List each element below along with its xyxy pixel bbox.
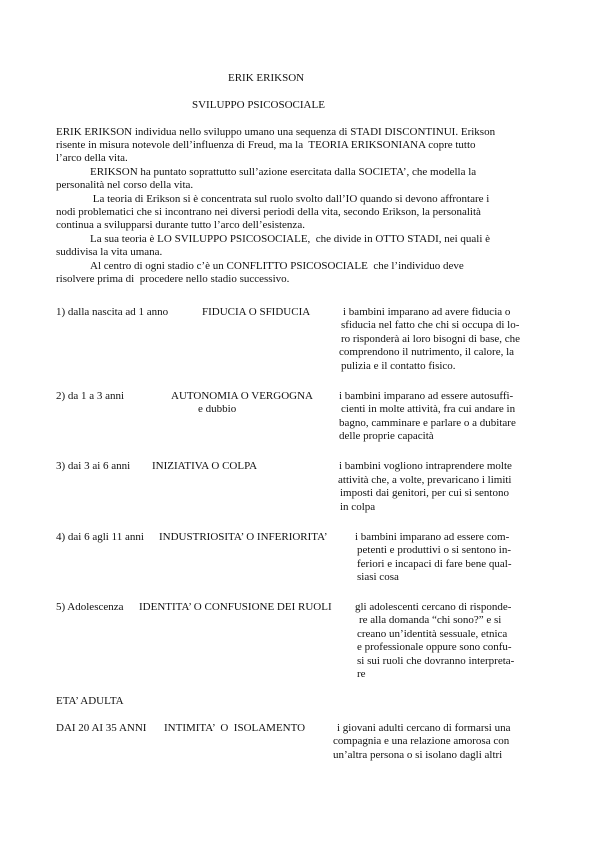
stage-description-line: i bambini imparano ad avere fiducia o <box>343 306 511 318</box>
stage-description-line: i giovani adulti cercano di formarsi una <box>337 722 511 734</box>
intro-line: La sua teoria è LO SVILUPPO PSICOSOCIALE, che divide in OTTO STADI, nei quali è <box>90 233 491 245</box>
intro-line: Al centro di ogni stadio c’è un CONFLITTO PSICOSOCIALE che l’individuo deve <box>90 260 464 272</box>
stage-description-line: comprendono il nutrimento, il calore, la <box>339 346 515 358</box>
stage-description-line: sfiducia nel fatto che chi si occupa di lo- <box>341 319 520 331</box>
stage-conflict-extra: e dubbio <box>198 403 237 415</box>
intro-line: La teoria di Erikson si è concentrata sul ruolo svolto dall’IO quando si devono affrontare i <box>90 193 490 205</box>
stage-conflict: AUTONOMIA O VERGOGNA <box>171 390 313 402</box>
intro-line: risolvere prima di procedere nello stadio successivo. <box>56 273 290 285</box>
stage-conflict: INDUSTRIOSITA’ O INFERIORITA’ <box>159 531 328 543</box>
page-subtitle: SVILUPPO PSICOSOCIALE <box>192 99 325 111</box>
intro-line: continua a svilupparsi durante tutto l’arco dell’esistenza. <box>56 219 305 231</box>
stage-age: DAI 20 AI 35 ANNI <box>56 722 147 734</box>
stage-description-line: un’altra persona o si isolano dagli altri <box>333 749 503 761</box>
stage-description-line: feriori e incapaci di fare bene qual- <box>357 558 512 570</box>
intro-line: l’arco della vita. <box>56 152 128 164</box>
intro-line: nodi problematici che si incontrano nei diversi periodi della vita, secondo Erikson, la personalità <box>56 206 481 218</box>
stage-description-line: in colpa <box>340 501 376 513</box>
stage-conflict: IDENTITA’ O CONFUSIONE DEI RUOLI <box>139 601 332 613</box>
stage-description-line: re alla domanda “chi sono?” e si <box>359 614 502 626</box>
stage-description-line: attività che, a volte, prevaricano i limiti <box>338 474 512 486</box>
stage-description-line: cienti in molte attività, fra cui andare in <box>341 403 516 415</box>
stage-age: 4) dai 6 agli 11 anni <box>56 531 144 543</box>
stage-description-line: gli adolescenti cercano di risponde- <box>355 601 512 613</box>
stage-conflict: FIDUCIA O SFIDUCIA <box>202 306 311 318</box>
stage-description-line: i bambini imparano ad essere com- <box>355 531 510 543</box>
stage-description-line: siasi cosa <box>357 571 399 583</box>
stage-age: 5) Adolescenza <box>56 601 124 613</box>
intro-line: suddivisa la vita umana. <box>56 246 163 258</box>
stage-age: 1) dalla nascita ad 1 anno <box>56 306 169 318</box>
stage-description-line: re <box>357 668 366 680</box>
stage-age: 2) da 1 a 3 anni <box>56 390 125 402</box>
stage-description-line: e professionale oppure sono confu- <box>357 641 512 653</box>
stage-description-line: si sui ruoli che dovranno interpreta- <box>357 655 515 667</box>
stage-description-line: ro risponderà ai loro bisogni di base, che <box>341 333 521 345</box>
stage-conflict: INIZIATIVA O COLPA <box>152 460 258 472</box>
stage-age: 3) dai 3 ai 6 anni <box>56 460 131 472</box>
intro-line: personalità nel corso della vita. <box>56 179 194 191</box>
stage-description-line: i bambini vogliono intraprendere molte <box>339 460 512 472</box>
stage-description-line: bagno, camminare e parlare o a dubitare <box>339 417 516 429</box>
stage-description-line: creano un’identità sessuale, etnica <box>357 628 508 640</box>
page-title: ERIK ERIKSON <box>228 72 305 84</box>
stage-description-line: petenti e produttivi o si sentono in- <box>357 544 511 556</box>
adult-heading: ETA’ ADULTA <box>56 695 124 707</box>
stage-description-line: pulizia e il contatto fisico. <box>341 360 456 372</box>
stage-description-line: imposti dai genitori, per cui si sentono <box>340 487 509 499</box>
intro-line: ERIK ERIKSON individua nello sviluppo umano una sequenza di STADI DISCONTINUI. Erikson <box>56 126 496 138</box>
stage-conflict: INTIMITA’ O ISOLAMENTO <box>164 722 306 734</box>
stage-description-line: delle proprie capacità <box>339 430 434 442</box>
stage-description-line: i bambini imparano ad essere autosuffi- <box>339 390 514 402</box>
intro-line: ERIKSON ha puntato soprattutto sull’azione esercitata dalla SOCIETA’, che modella la <box>90 166 477 178</box>
intro-line: risente in misura notevole dell’influenza di Freud, ma la TEORIA ERIKSONIANA copre tutto <box>56 139 476 151</box>
stage-description-line: compagnia e una relazione amorosa con <box>333 735 510 747</box>
